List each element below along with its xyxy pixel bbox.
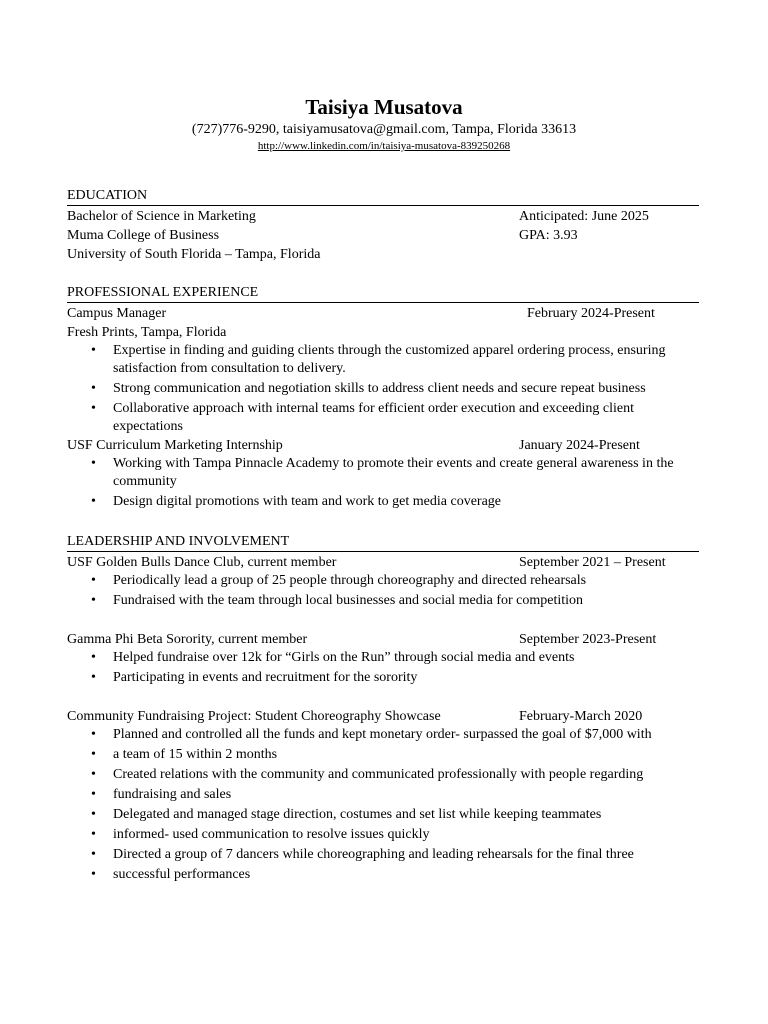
linkedin-link[interactable]: http://www.linkedin.com/in/taisiya-musatova-839250268: [257, 140, 511, 152]
education-row-3: [67, 245, 699, 264]
job-header: [67, 436, 699, 455]
list-item: • Helped fundraise over 12k for “Girls on the Run” through social media and events: [91, 650, 575, 665]
linkedin-line: [0, 139, 768, 153]
bullet-icon: •: [91, 343, 96, 358]
bullet-icon: •: [91, 767, 96, 782]
job-role: Campus Manager: [67, 306, 167, 321]
bullet-icon: •: [91, 494, 96, 509]
job-company: Fresh Prints, Tampa, Florida: [67, 325, 227, 340]
experience-section: [67, 284, 699, 513]
list-item: • fundraising and sales: [91, 787, 232, 802]
education-row-2: [67, 226, 699, 245]
entry-bullets: [67, 572, 699, 610]
list-item: • informed- used communication to resolve issues quickly: [91, 827, 430, 842]
list-item: • a team of 15 within 2 months: [91, 747, 278, 762]
entry-dates: September 2021 – Present: [519, 555, 666, 570]
list-item: • Planned and controlled all the funds and kept monetary order- surpassed the goal of $7,000 with: [91, 727, 652, 742]
spacer: [67, 612, 699, 630]
bullet-icon: •: [91, 670, 96, 685]
entry-header: [67, 630, 699, 649]
entry-header: [67, 553, 699, 572]
entry-role: Community Fundraising Project: Student Choreography Showcase: [67, 709, 441, 724]
leadership-title: LEADERSHIP AND INVOLVEMENT: [67, 533, 699, 552]
anticipated-date: Anticipated: June 2025: [519, 209, 649, 224]
list-item: • Expertise in finding and guiding clients through the customized apparel ordering process, ensuring satisfaction from consultation to delivery.: [91, 343, 666, 376]
entry-bullets: [67, 726, 699, 884]
entry-role: Gamma Phi Beta Sorority, current member: [67, 632, 308, 647]
list-item: • Strong communication and negotiation skills to address client needs and secure repeat business: [91, 381, 646, 396]
bullet-icon: •: [91, 381, 96, 396]
spacer: [67, 689, 699, 707]
job-company-row: [67, 323, 699, 342]
contact-line: (727)776-9290, taisiyamusatova@gmail.com, Tampa, Florida 33613: [191, 122, 577, 137]
gpa: GPA: 3.93: [519, 228, 578, 243]
job-dates: January 2024-Present: [519, 438, 640, 453]
bullet-icon: •: [91, 827, 96, 842]
experience-title: PROFESSIONAL EXPERIENCE: [67, 284, 699, 303]
bullet-icon: •: [91, 867, 96, 882]
education-row-1: [67, 207, 699, 226]
bullet-icon: •: [91, 456, 96, 471]
list-item: • Created relations with the community and communicated professionally with people regarding: [91, 767, 644, 782]
job-role: USF Curriculum Marketing Internship: [67, 438, 283, 453]
leadership-section: [67, 533, 699, 886]
university: University of South Florida – Tampa, Florida: [67, 247, 321, 262]
bullet-icon: •: [91, 747, 96, 762]
job-header: [67, 304, 699, 323]
bullet-icon: •: [91, 727, 96, 742]
entry-bullets: [67, 649, 699, 687]
entry-dates: February-March 2020: [519, 709, 643, 724]
entry-header: [67, 707, 699, 726]
list-item: • Directed a group of 7 dancers while choreographing and leading rehearsals for the final three: [91, 847, 634, 862]
candidate-name: Taisiya Musatova: [305, 95, 463, 119]
bullet-icon: •: [91, 401, 96, 416]
bullet-icon: •: [91, 573, 96, 588]
list-item: • Design digital promotions with team and work to get media coverage: [91, 494, 502, 509]
bullet-icon: •: [91, 593, 96, 608]
list-item: • successful performances: [91, 867, 251, 882]
education-title: EDUCATION: [67, 187, 699, 206]
bullet-icon: •: [91, 650, 96, 665]
job-bullets: [67, 455, 699, 511]
bullet-icon: •: [91, 807, 96, 822]
entry-dates: September 2023-Present: [519, 632, 657, 647]
degree: Bachelor of Science in Marketing: [67, 209, 256, 224]
education-section: [67, 187, 699, 264]
bullet-icon: •: [91, 847, 96, 862]
job-bullets: [67, 342, 699, 436]
job-dates: February 2024-Present: [527, 306, 655, 321]
list-item: • Delegated and managed stage direction, costumes and set list while keeping teammates: [91, 807, 602, 822]
list-item: • Collaborative approach with internal teams for efficient order execution and exceeding client expectations: [91, 401, 635, 434]
bullet-icon: •: [91, 787, 96, 802]
list-item: • Participating in events and recruitment for the sorority: [91, 670, 418, 685]
list-item: • Fundraised with the team through local businesses and social media for competition: [91, 593, 584, 608]
list-item: • Working with Tampa Pinnacle Academy to promote their events and create general awareness in the community: [91, 456, 674, 489]
list-item: • Periodically lead a group of 25 people through choreography and directed rehearsals: [91, 573, 587, 588]
college: Muma College of Business: [67, 228, 220, 243]
entry-role: USF Golden Bulls Dance Club, current member: [67, 555, 337, 570]
